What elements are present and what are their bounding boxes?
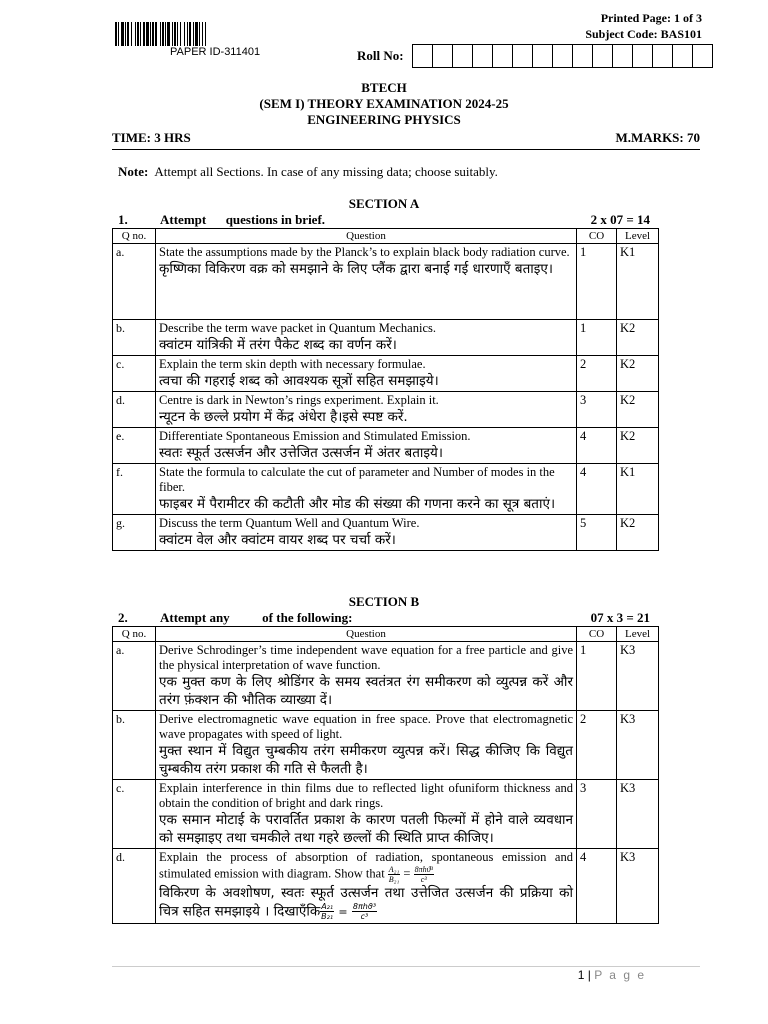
q-co: 1 bbox=[577, 642, 617, 711]
footer-page-number: 1 bbox=[577, 968, 585, 982]
q-level: K2 bbox=[617, 320, 659, 356]
note-label: Note: bbox=[118, 164, 149, 179]
degree-title: BTECH bbox=[361, 80, 407, 95]
formula-lhs-den-hi: B₂₁ bbox=[321, 912, 334, 921]
q-text bbox=[156, 464, 577, 515]
roll-box bbox=[613, 45, 633, 67]
col-co: CO bbox=[577, 627, 617, 642]
q-number: b. bbox=[113, 320, 156, 356]
formula-rhs-den: c³ bbox=[420, 875, 427, 884]
formula-lhs bbox=[388, 865, 400, 884]
q-number: c. bbox=[113, 780, 156, 849]
q-text bbox=[156, 356, 577, 392]
section-b-table bbox=[112, 626, 659, 924]
q-co: 2 bbox=[577, 711, 617, 780]
subject-code: BAS101 bbox=[660, 27, 702, 41]
printed-page-info bbox=[585, 10, 702, 42]
col-question: Question bbox=[156, 229, 577, 244]
q-english: Differentiate Spontaneous Emission and Stimulated Emission. bbox=[159, 429, 471, 443]
table-row bbox=[113, 642, 659, 711]
formula-eq-hi: = bbox=[338, 905, 348, 919]
formula-rhs-den-hi: c³ bbox=[360, 912, 369, 921]
roll-number-field bbox=[357, 44, 713, 68]
section-a-title: SECTION A bbox=[348, 196, 420, 211]
q-hindi bbox=[159, 884, 573, 922]
q-text bbox=[156, 428, 577, 464]
q-hindi: फाइबर में पैरामीटर की कटौती और मोड की संख्या की गणना करने का सूत्र बताएं। bbox=[159, 496, 556, 512]
subject-title: ENGINEERING PHYSICS bbox=[307, 112, 461, 127]
q-number: d. bbox=[113, 849, 156, 924]
col-level: Level bbox=[617, 627, 659, 642]
section-b-number: 2. bbox=[118, 610, 128, 625]
section-a-instruction: Attempt questions in brief. bbox=[160, 212, 326, 227]
roll-box bbox=[633, 45, 653, 67]
formula-rhs-hi bbox=[352, 902, 377, 921]
table-row bbox=[113, 320, 659, 356]
section-b-marks: 07 x 3 = 21 bbox=[590, 610, 650, 625]
q-number: b. bbox=[113, 711, 156, 780]
q-level: K1 bbox=[617, 464, 659, 515]
q-co: 1 bbox=[577, 320, 617, 356]
footer-page-word: P a g e bbox=[594, 968, 646, 982]
q-level: K2 bbox=[617, 356, 659, 392]
q-english: Explain the term skin depth with necessary formulae. bbox=[159, 357, 426, 371]
q-hindi: क्वांटम वेल और क्वांटम वायर शब्द पर चर्चा करें। bbox=[159, 532, 396, 548]
q-text bbox=[156, 780, 577, 849]
section-a-heading bbox=[118, 212, 650, 228]
q-english: State the assumptions made by the Planck’s to explain black body radiation curve. bbox=[159, 245, 570, 259]
subject-code-label: Subject Code: bbox=[585, 27, 658, 41]
q-text bbox=[156, 515, 577, 551]
q-number: a. bbox=[113, 642, 156, 711]
note bbox=[118, 164, 498, 180]
q-text bbox=[156, 711, 577, 780]
roll-box bbox=[693, 45, 712, 67]
formula-eq: = bbox=[403, 866, 411, 881]
table-row bbox=[113, 356, 659, 392]
roll-box bbox=[673, 45, 693, 67]
q-co: 2 bbox=[577, 356, 617, 392]
q-level: K3 bbox=[617, 711, 659, 780]
q-co: 3 bbox=[577, 392, 617, 428]
q-hindi-text: विकिरण के अवशोषण, स्वतः स्फूर्त उत्सर्जन तथा उत्तेजित उत्सर्जन की प्रक्रिया को चित्र सहित समझाइये । दिखाएँकि bbox=[159, 885, 573, 920]
roll-box bbox=[453, 45, 473, 67]
roll-box bbox=[653, 45, 673, 67]
roll-box bbox=[573, 45, 593, 67]
formula-lhs-den: B₂₁ bbox=[388, 875, 400, 884]
exam-time: TIME: 3 HRS bbox=[112, 130, 191, 145]
table-row bbox=[113, 244, 659, 320]
q-level: K3 bbox=[617, 642, 659, 711]
q-text bbox=[156, 849, 577, 924]
formula-lhs-hi bbox=[320, 902, 334, 921]
note-text: Attempt all Sections. In case of any missing data; choose suitably. bbox=[154, 164, 498, 179]
q-text bbox=[156, 244, 577, 320]
roll-box bbox=[413, 45, 433, 67]
q-text bbox=[156, 320, 577, 356]
q-hindi: क्वांटम यांत्रिकी में तरंग पैकेट शब्द का वर्णन करें। bbox=[159, 337, 397, 353]
paper-id: PAPER ID-311401 bbox=[170, 46, 261, 58]
roll-no-boxes bbox=[412, 44, 713, 68]
q-hindi: मुक्त स्थान में विद्युत चुम्बकीय तरंग समीकरण व्युत्पन्न करें। सिद्ध कीजिए कि विद्युत चुम्बकीय तरंग प्रकाश की गति से फैलती है। bbox=[159, 743, 573, 777]
formula-lhs-num: A₂₁ bbox=[388, 865, 400, 874]
max-marks: M.MARKS: 70 bbox=[615, 130, 700, 145]
q-number: d. bbox=[113, 392, 156, 428]
q-level: K2 bbox=[617, 515, 659, 551]
footer-separator: | bbox=[587, 968, 591, 982]
col-co: CO bbox=[577, 229, 617, 244]
roll-box bbox=[533, 45, 553, 67]
time-marks-row bbox=[112, 130, 700, 150]
q-english: Describe the term wave packet in Quantum Mechanics. bbox=[159, 321, 436, 335]
q-hindi: त्वचा की गहराई शब्द को आवश्यक सूत्रों सहित समझाइये। bbox=[159, 373, 439, 389]
table-row bbox=[113, 780, 659, 849]
q-number: a. bbox=[113, 244, 156, 320]
q-english: Centre is dark in Newton’s rings experiment. Explain it. bbox=[159, 393, 439, 407]
barcode-bar bbox=[206, 22, 207, 46]
q-level: K2 bbox=[617, 392, 659, 428]
q-hindi: स्वतः स्फूर्त उत्सर्जन और उत्तेजित उत्सर्जन में अंतर बताइये। bbox=[159, 445, 443, 461]
q-co: 1 bbox=[577, 244, 617, 320]
q-english-text: Explain the process of absorption of radiation, spontaneous emission and stimulated emission with diagram. Show that bbox=[159, 850, 573, 881]
q-english: Explain interference in thin films due to reflected light ofuniform thickness and obtain the condition of bright and dark rings. bbox=[159, 781, 573, 810]
q-hindi: न्यूटन के छल्ले प्रयोग में केंद्र अंधेरा है।इसे स्पष्ट करें. bbox=[159, 409, 408, 425]
table-header-row bbox=[113, 627, 659, 642]
roll-box bbox=[473, 45, 493, 67]
q-hindi: एक समान मोटाई के परावर्तित प्रकाश के कारण पतली फिल्मों में होने वाले व्यवधान को समझाइए तथा चमकीले तथा गहरे छल्लों की स्थिति प्राप्त कीजिए। bbox=[159, 812, 573, 846]
col-question: Question bbox=[156, 627, 577, 642]
q-number: c. bbox=[113, 356, 156, 392]
q-text bbox=[156, 642, 577, 711]
q-level: K3 bbox=[617, 780, 659, 849]
q-text bbox=[156, 392, 577, 428]
q-hindi: एक मुक्त कण के लिए श्रोडिंगर के समय स्वतंत्रत रंग समीकरण को व्युत्पन्न करें और तरंग फ़ंक्शन की भौतिक व्याख्या दें। bbox=[159, 674, 573, 708]
section-a-number: 1. bbox=[118, 212, 128, 227]
col-qno: Q no. bbox=[113, 627, 156, 642]
q-english: Discuss the term Quantum Well and Quantum Wire. bbox=[159, 516, 420, 530]
q-co: 4 bbox=[577, 849, 617, 924]
roll-box bbox=[513, 45, 533, 67]
roll-box bbox=[553, 45, 573, 67]
q-english bbox=[159, 850, 573, 884]
table-row bbox=[113, 711, 659, 780]
printed-page: Printed Page: 1 of 3 bbox=[600, 11, 702, 25]
table-row bbox=[113, 464, 659, 515]
page-footer bbox=[578, 968, 646, 982]
footer-divider bbox=[112, 966, 700, 967]
table-row bbox=[113, 428, 659, 464]
section-b-title: SECTION B bbox=[348, 594, 420, 609]
section-b-heading bbox=[118, 610, 650, 626]
q-level: K2 bbox=[617, 428, 659, 464]
q-co: 4 bbox=[577, 464, 617, 515]
roll-box bbox=[493, 45, 513, 67]
formula-lhs-num-hi: A₂₁ bbox=[321, 902, 334, 911]
table-row bbox=[113, 515, 659, 551]
roll-box bbox=[433, 45, 453, 67]
q-level: K1 bbox=[617, 244, 659, 320]
q-co: 4 bbox=[577, 428, 617, 464]
table-row bbox=[113, 392, 659, 428]
q-co: 5 bbox=[577, 515, 617, 551]
roll-box bbox=[593, 45, 613, 67]
barcode bbox=[115, 22, 270, 46]
formula-rhs-num: 8πhϑ³ bbox=[414, 865, 433, 874]
q-english: Derive electromagnetic wave equation in free space. Prove that electromagnetic wave propagates with speed of light. bbox=[159, 712, 573, 741]
q-co: 3 bbox=[577, 780, 617, 849]
table-header-row bbox=[113, 229, 659, 244]
section-a-marks: 2 x 07 = 14 bbox=[590, 212, 650, 227]
q-english: State the formula to calculate the cut of parameter and Number of modes in the fiber. bbox=[159, 465, 555, 494]
q-number: e. bbox=[113, 428, 156, 464]
formula-rhs bbox=[414, 865, 434, 884]
col-qno: Q no. bbox=[113, 229, 156, 244]
q-english: Derive Schrodinger’s time independent wave equation for a free particle and give the physical interpretation of wave function. bbox=[159, 643, 573, 672]
q-level: K3 bbox=[617, 849, 659, 924]
formula-rhs-num-hi: 8πhϑ³ bbox=[352, 902, 377, 911]
q-hindi: कृष्णिका विकिरण वक्र को समझाने के लिए प्लैंक द्वारा बनाई गई धारणाएँ बताइए। bbox=[159, 261, 554, 277]
exam-title: (SEM I) THEORY EXAMINATION 2024-25 bbox=[259, 96, 509, 111]
subject-code-line bbox=[585, 26, 702, 42]
section-b-instruction: Attempt any of the following: bbox=[160, 610, 353, 625]
col-level: Level bbox=[617, 229, 659, 244]
q-number: g. bbox=[113, 515, 156, 551]
section-a-table bbox=[112, 228, 659, 551]
table-row bbox=[113, 849, 659, 924]
roll-no-label: Roll No: bbox=[357, 48, 404, 63]
q-number: f. bbox=[113, 464, 156, 515]
